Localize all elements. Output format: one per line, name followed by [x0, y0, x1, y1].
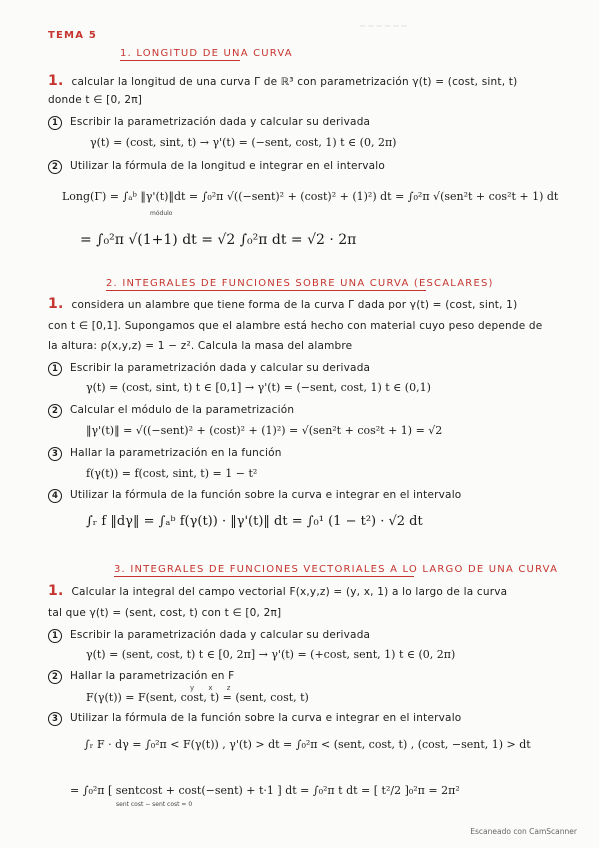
s2-problem-text-a: considera un alambre que tiene forma de la curva Γ dada por γ(t) = (cost, sint, 1) — [71, 299, 518, 311]
s2-problem-line-3: la altura: ρ(x,y,z) = 1 − z². Calcula la masa del alambre — [48, 340, 353, 352]
s1-modulo-note: módulo — [150, 210, 173, 217]
s3-step-3-marker: 3 — [48, 712, 62, 726]
s3-integral-equation-b: = ∫₀²ᴨ [ sentcost + cost(−sent) + t·1 ] dt = ∫₀²ᴨ t dt = [ t²/2 ]₀²ᴨ = 2π² — [70, 784, 460, 797]
s3-step-2-equation: F(γ(t)) = F(sent, cost, t) = (sent, cost, t) — [86, 691, 309, 704]
camscanner-watermark: Escaneado con CamScanner — [470, 827, 577, 836]
s2-step-3-equation: f(γ(t)) = f(cost, sint, t) = 1 − t² — [86, 467, 258, 480]
s2-step-2-equation: ‖γ'(t)‖ = √((−sent)² + (cost)² + (1)²) = √(sen²t + cos²t + 1) = √2 — [86, 424, 443, 437]
s2-step-1-text: Escribir la parametrización dada y calcular su derivada — [70, 362, 371, 374]
s2-step-2 — [48, 404, 575, 418]
s3-integral-equation-a: ∫ᵣ F · dγ = ∫₀²ᴨ < F(γ(t)) , γ'(t) > dt = ∫₀²ᴨ < (sent, cost, t) , (cost, −sent, 1) > dt — [84, 738, 531, 751]
s2-step-2-marker: 2 — [48, 404, 62, 418]
section-3-underline — [114, 576, 414, 577]
s3-xyz-labels: y x z — [190, 684, 237, 692]
s3-problem-number: 1. — [48, 583, 64, 599]
s1-problem-text-a: calcular la longitud de una curva Γ de ℝ³ con parametrización γ(t) = (cost, sint, t) — [71, 76, 518, 88]
s2-step-4-marker: 4 — [48, 489, 62, 503]
s1-problem-line-2: donde t ∈ [0, 2π] — [48, 94, 143, 106]
s1-step-2 — [48, 160, 575, 174]
section-1-underline — [120, 60, 240, 61]
s1-length-equation: Long(Γ) = ∫ₐᵇ ‖γ'(t)‖dt = ∫₀²ᴨ √((−sent)² + (cost)² + (1)²) dt = ∫₀²ᴨ √(sen²t + cos²t + 1) dt — [62, 190, 559, 203]
s1-problem-number: 1. — [48, 73, 64, 89]
s3-step-3-text: Utilizar la fórmula de la función sobre la curva e integrar en el intervalo — [70, 712, 462, 724]
s3-step-1-text: Escribir la parametrización dada y calcular su derivada — [70, 629, 371, 641]
section-2-underline — [106, 290, 426, 291]
s3-problem-text-a: Calcular la integral del campo vectorial F(x,y,z) = (y, x, 1) a lo largo de la curva — [71, 586, 508, 598]
s2-step-3 — [48, 447, 575, 461]
s2-problem-line-2: con t ∈ [0,1]. Supongamos que el alambre está hecho con material cuyo peso depende de — [48, 320, 543, 332]
s3-problem-line-1 — [48, 585, 575, 599]
s3-step-2 — [48, 670, 575, 684]
section-1-title: 1. LONGITUD DE UNA CURVA — [120, 48, 293, 59]
section-2-title: 2. INTEGRALES DE FUNCIONES SOBRE UNA CURVA (ESCALARES) — [106, 278, 494, 289]
s2-problem-line-1 — [48, 298, 575, 312]
s3-step-3 — [48, 712, 575, 726]
s1-step-1-marker: 1 — [48, 116, 62, 130]
s3-step-2-marker: 2 — [48, 670, 62, 684]
s2-step-1 — [48, 362, 575, 376]
tema-title: TEMA 5 — [48, 30, 97, 41]
s1-step-2-text: Utilizar la fórmula de la longitud e integrar en el intervalo — [70, 160, 386, 172]
s2-step-3-text: Hallar la parametrización en la función — [70, 447, 282, 459]
bleed-through: ─ ─ ─ ─ ─ ─ — [360, 22, 407, 32]
s2-step-4-text: Utilizar la fórmula de la función sobre la curva e integrar en el intervalo — [70, 489, 462, 501]
s2-step-2-text: Calcular el módulo de la parametrización — [70, 404, 295, 416]
s1-step-1-equation: γ(t) = (cost, sint, t) → γ'(t) = (−sent, cost, 1) t ∈ (0, 2π) — [90, 136, 397, 149]
s3-step-1-marker: 1 — [48, 629, 62, 643]
s2-step-4 — [48, 489, 575, 503]
s1-problem-line-1 — [48, 75, 575, 89]
s3-step-1-equation: γ(t) = (sent, cost, t) t ∈ [0, 2π] → γ'(t) = (+cost, sent, 1) t ∈ (0, 2π) — [86, 648, 456, 661]
s1-step-2-marker: 2 — [48, 160, 62, 174]
s3-step-1 — [48, 629, 575, 643]
s2-step-3-marker: 3 — [48, 447, 62, 461]
s1-length-result: = ∫₀²ᴨ √(1+1) dt = √2 ∫₀²ᴨ dt = √2 · 2π — [80, 232, 357, 248]
s2-integral-equation: ∫ᵣ f ‖dγ‖ = ∫ₐᵇ f(γ(t)) · ‖γ'(t)‖ dt = ∫₀¹ (1 − t²) · √2 dt — [86, 514, 423, 529]
s2-step-1-marker: 1 — [48, 362, 62, 376]
s2-step-1-equation: γ(t) = (cost, sint, t) t ∈ [0,1] → γ'(t) = (−sent, cost, 1) t ∈ (0,1) — [86, 381, 431, 394]
s3-problem-line-2: tal que γ(t) = (sent, cost, t) con t ∈ [0, 2π] — [48, 607, 282, 619]
s1-step-1-text: Escribir la parametrización dada y calcular su derivada — [70, 116, 371, 128]
s2-problem-number: 1. — [48, 296, 64, 312]
s1-step-1 — [48, 116, 575, 130]
s3-step-2-text: Hallar la parametrización en F — [70, 670, 235, 682]
section-3-title: 3. INTEGRALES DE FUNCIONES VECTORIALES A LO LARGO DE UNA CURVA — [114, 564, 559, 575]
s3-cancel-note: sent cost − sent cost = 0 — [116, 801, 193, 808]
